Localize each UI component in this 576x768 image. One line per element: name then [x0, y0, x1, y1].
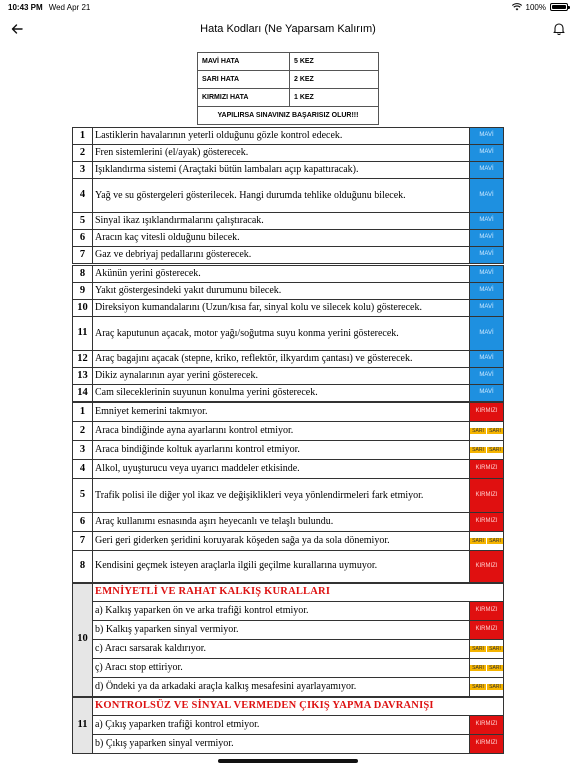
table-row [73, 403, 504, 422]
table-row [73, 640, 504, 659]
section-header-row [73, 583, 504, 602]
row-number: 7 [73, 247, 93, 264]
blue-rules-table-1 [72, 127, 504, 264]
table-row [73, 621, 504, 640]
table-row [73, 145, 504, 162]
tag-mavi: MAVİ [470, 128, 504, 145]
home-indicator[interactable] [218, 759, 358, 763]
notifications-button[interactable] [550, 19, 568, 37]
row-text: Yakıt göstergesindeki yakıt durumunu bilecek. [92, 283, 469, 300]
tag-sari [470, 640, 504, 659]
table-row [73, 213, 504, 230]
status-time: 10:43 PM [8, 2, 43, 12]
tag-mavi: MAVİ [470, 385, 504, 402]
tag-sari-label: SARI [486, 538, 503, 544]
table-row [73, 351, 504, 368]
row-text: Fren sistemlerini (el/ayak) gösterecek. [92, 145, 469, 162]
tag-sari [470, 532, 504, 551]
row-text: Kendisini geçmek isteyen araçlarla ilgili geçilme kurallarına uymuyor. [92, 551, 469, 583]
row-text: Geri geri giderken şeridini koruyarak köşeden sağa ya da sola dönemiyor. [92, 532, 469, 551]
tag-sari-label: SARI [486, 684, 503, 690]
tag-mavi: MAVİ [470, 317, 504, 351]
row-text: c) Aracı sarsarak kaldırıyor. [92, 640, 469, 659]
legend-row-mavi [198, 53, 379, 71]
row-text: d) Öndeki ya da arkadaki araçla kalkış mesafesini ayarlayamıyor. [92, 678, 469, 697]
blue-rules-table-2 [72, 265, 504, 402]
row-number: 6 [73, 513, 93, 532]
tag-sari [470, 441, 504, 460]
row-number: 11 [73, 317, 93, 351]
bell-icon [553, 22, 565, 35]
table-row [73, 317, 504, 351]
table-row [73, 128, 504, 145]
nav-bar [0, 14, 576, 44]
tag-kirmizi: KIRMIZI [470, 403, 504, 422]
row-text: a) Çıkış yaparken trafiği kontrol etmiyor. [92, 716, 469, 735]
table-row [73, 532, 504, 551]
table-row [73, 247, 504, 264]
legend-value: 2 KEZ [290, 71, 379, 89]
row-number: 1 [73, 128, 93, 145]
error-legend [197, 52, 379, 125]
tag-sari [470, 659, 504, 678]
wifi-icon [512, 3, 522, 11]
tag-sari [470, 422, 504, 441]
row-text: Yağ ve su göstergeleri gösterilecek. Hangi durumda tehlike olduğunu bilecek. [92, 179, 469, 213]
row-number: 6 [73, 230, 93, 247]
row-text: Akünün yerini gösterecek. [92, 266, 469, 283]
legend-label: KIRMIZI HATA [198, 89, 290, 107]
tag-sari-label: SARI [470, 428, 486, 434]
table-row [73, 283, 504, 300]
tag-sari-label: SARI [470, 646, 486, 652]
row-text: Cam sileceklerinin suyunun konulma yerini gösterecek. [92, 385, 469, 402]
row-number: 5 [73, 479, 93, 513]
tag-kirmizi: KIRMIZI [470, 479, 504, 513]
row-number: 14 [73, 385, 93, 402]
table-row [73, 385, 504, 402]
table-row [73, 368, 504, 385]
section-number: 10 [73, 583, 93, 697]
legend-row-sari [198, 71, 379, 89]
row-text: Işıklandırma sistemi (Araçtaki bütün lambaları açıp kapattıracak). [92, 162, 469, 179]
tag-sari-label: SARI [470, 447, 486, 453]
tag-mavi: MAVİ [470, 300, 504, 317]
row-number: 5 [73, 213, 93, 230]
tag-sari-label: SARI [470, 538, 486, 544]
table-row [73, 479, 504, 513]
row-text: Lastiklerin havalarının yeterli olduğunu gözle kontrol edecek. [92, 128, 469, 145]
row-number: 10 [73, 300, 93, 317]
row-text: Sinyal ikaz ışıklandırmalarını çalıştıracak. [92, 213, 469, 230]
status-date: Wed Apr 21 [48, 2, 91, 12]
status-bar [0, 0, 576, 14]
tag-kirmizi: KIRMIZI [470, 735, 504, 754]
table-row [73, 300, 504, 317]
tag-mavi: MAVİ [470, 368, 504, 385]
row-text: Emniyet kemerini takmıyor. [92, 403, 469, 422]
tag-mavi: MAVİ [470, 351, 504, 368]
tag-mavi: MAVİ [470, 247, 504, 264]
status-right [512, 3, 568, 12]
row-number: 1 [73, 403, 93, 422]
row-number: 12 [73, 351, 93, 368]
legend-label: SARI HATA [198, 71, 290, 89]
back-button[interactable] [8, 20, 26, 38]
row-text: Araç bagajını açacak (stepne, kriko, reflektör, ilkyardım çantası) ve gösterecek. [92, 351, 469, 368]
row-text: Gaz ve debriyaj pedallarını gösterecek. [92, 247, 469, 264]
row-text: a) Kalkış yaparken ön ve arka trafiği kontrol etmiyor. [92, 602, 469, 621]
tag-sari-label: SARI [486, 447, 503, 453]
arrow-left-icon [11, 23, 23, 35]
tag-sari [470, 678, 504, 697]
tag-kirmizi: KIRMIZI [470, 551, 504, 583]
table-row [73, 422, 504, 441]
table-row [73, 716, 504, 735]
row-text: Araca bindiğinde ayna ayarlarını kontrol etmiyor. [92, 422, 469, 441]
legend-value: 5 KEZ [290, 53, 379, 71]
tag-kirmizi: KIRMIZI [470, 460, 504, 479]
tag-mavi: MAVİ [470, 213, 504, 230]
tag-mavi: MAVİ [470, 266, 504, 283]
row-text: Araç kaputunun açacak, motor yağı/soğutma suyu konma yerini gösterecek. [92, 317, 469, 351]
battery-percent: 100% [525, 2, 546, 12]
tag-sari-label: SARI [486, 428, 503, 434]
table-row [73, 735, 504, 754]
row-number: 2 [73, 145, 93, 162]
table-row [73, 441, 504, 460]
legend-row-kirmizi [198, 89, 379, 107]
tag-mavi: MAVİ [470, 230, 504, 247]
table-row [73, 230, 504, 247]
row-number: 4 [73, 460, 93, 479]
row-number: 8 [73, 551, 93, 583]
row-number: 2 [73, 422, 93, 441]
tag-mavi: MAVİ [470, 283, 504, 300]
row-number: 8 [73, 266, 93, 283]
row-text: Araç kullanımı esnasında aşırı heyecanlı ve telaşlı bulundu. [92, 513, 469, 532]
section-title: KONTROLSÜZ VE SİNYAL VERMEDEN ÇIKIŞ YAPMA DAVRANIŞI [92, 697, 503, 716]
table-row [73, 162, 504, 179]
content-scroll[interactable] [0, 44, 576, 768]
tag-kirmizi: KIRMIZI [470, 602, 504, 621]
tag-sari-label: SARI [470, 665, 486, 671]
red-yellow-rules-table [72, 402, 504, 754]
legend-warning: YAPILIRSA SINAVINIZ BAŞARISIZ OLUR!!! [198, 107, 379, 125]
row-text: ç) Aracı stop ettiriyor. [92, 659, 469, 678]
tag-mavi: MAVİ [470, 179, 504, 213]
row-number: 4 [73, 179, 93, 213]
legend-value: 1 KEZ [290, 89, 379, 107]
row-number: 13 [73, 368, 93, 385]
tag-sari-label: SARI [486, 646, 503, 652]
table-row [73, 513, 504, 532]
legend-warning-row [198, 107, 379, 125]
row-text: Trafik polisi ile diğer yol ikaz ve değişiklikleri veya yönlendirmeleri fark etmiyor. [92, 479, 469, 513]
section-header-row [73, 697, 504, 716]
table-row [73, 678, 504, 697]
page-title: Hata Kodları (Ne Yaparsam Kalırım) [200, 23, 376, 35]
section-number: 11 [73, 697, 93, 754]
row-number: 7 [73, 532, 93, 551]
tag-mavi: MAVİ [470, 145, 504, 162]
table-row [73, 266, 504, 283]
table-row [73, 551, 504, 583]
battery-icon [550, 3, 568, 11]
row-text: Direksiyon kumandalarını (Uzun/kısa far, sinyal kolu ve silecek kolu) gösterecek. [92, 300, 469, 317]
tag-sari-label: SARI [470, 684, 486, 690]
row-text: Dikiz aynalarının ayar yerini gösterecek. [92, 368, 469, 385]
row-text: Alkol, uyuşturucu veya uyarıcı maddeler etkisinde. [92, 460, 469, 479]
legend-label: MAVİ HATA [198, 53, 290, 71]
row-text: Araca bindiğinde koltuk ayarlarını kontrol etmiyor. [92, 441, 469, 460]
tag-sari-label: SARI [486, 665, 503, 671]
row-number: 3 [73, 162, 93, 179]
section-title: EMNİYETLİ VE RAHAT KALKIŞ KURALLARI [92, 583, 503, 602]
table-row [73, 602, 504, 621]
tag-kirmizi: KIRMIZI [470, 716, 504, 735]
tag-kirmizi: KIRMIZI [470, 621, 504, 640]
row-number: 9 [73, 283, 93, 300]
row-text: b) Çıkış yaparken sinyal vermiyor. [92, 735, 469, 754]
table-row [73, 460, 504, 479]
row-text: b) Kalkış yaparken sinyal vermiyor. [92, 621, 469, 640]
tag-mavi: MAVİ [470, 162, 504, 179]
table-row [73, 179, 504, 213]
table-row [73, 659, 504, 678]
tag-kirmizi: KIRMIZI [470, 513, 504, 532]
row-number: 3 [73, 441, 93, 460]
row-text: Aracın kaç vitesli olduğunu bilecek. [92, 230, 469, 247]
